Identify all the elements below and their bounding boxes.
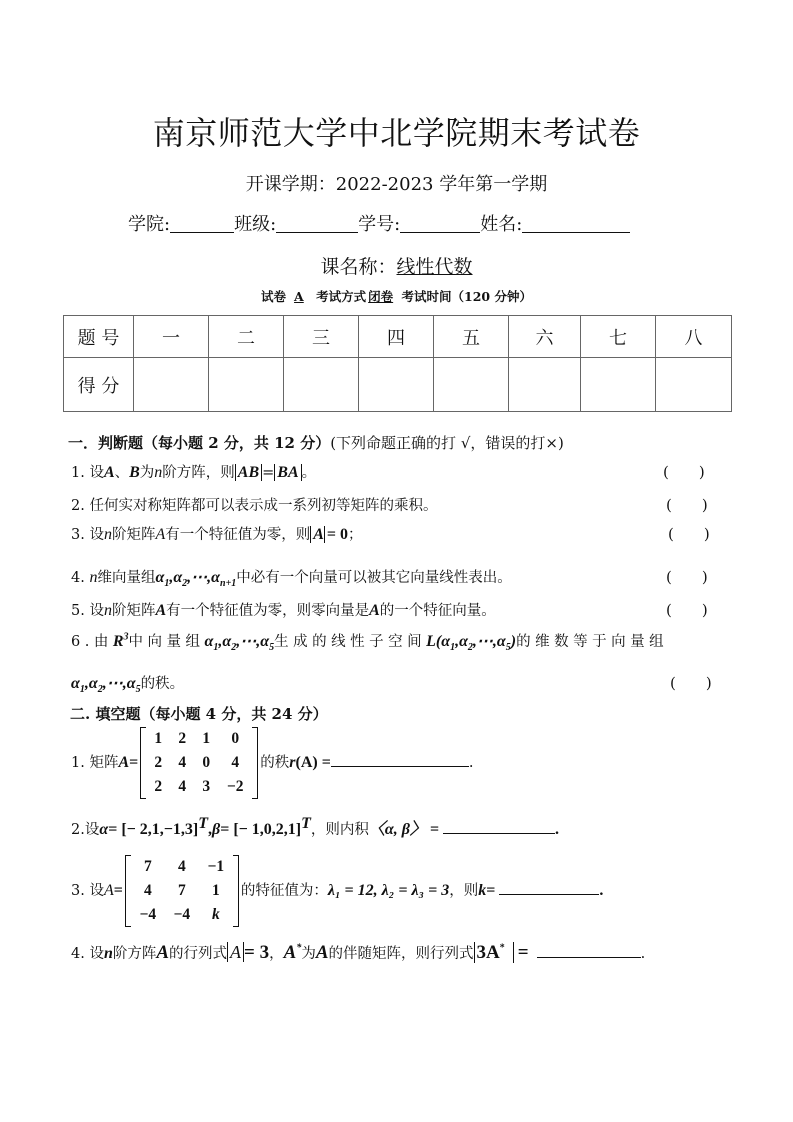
col-1: 一 <box>134 316 209 358</box>
math-det-3A-star: 3A* <box>474 942 514 963</box>
student-id-field[interactable] <box>400 214 480 233</box>
q-text: 有一个特征值为零，则零向量是 <box>166 603 370 619</box>
math-n: n <box>103 945 113 962</box>
q-num: 2. <box>71 498 85 514</box>
time-text: 考试时间（120 分钟） <box>401 289 532 304</box>
score-cell-5[interactable] <box>434 358 509 412</box>
section2-title: 二. 填空题（每小题 4 分，共 24 分） <box>70 705 328 723</box>
score-cell-7[interactable] <box>581 358 656 412</box>
math-beta: β <box>212 820 221 838</box>
col-8: 八 <box>656 316 732 358</box>
question-number-row <box>64 316 732 358</box>
q-text: 的一个特征向量。 <box>379 603 496 619</box>
course-name: 线性代数 <box>396 256 473 278</box>
s2-question-3 <box>71 855 603 927</box>
math-det-BA: BA <box>274 464 301 481</box>
q-text: 设 <box>84 821 100 838</box>
q-text: 由 <box>93 634 113 650</box>
q-text: 为 <box>139 465 155 481</box>
q-num: 3. <box>71 883 85 899</box>
q-text: ，则 <box>449 883 479 899</box>
math-A: A <box>156 942 170 963</box>
s1-question-6 <box>71 630 668 653</box>
q-text: 设 <box>89 883 104 899</box>
math-transpose: T <box>198 815 208 832</box>
col-7: 七 <box>581 316 656 358</box>
q-text: . <box>468 755 474 771</box>
s1-question-3 <box>71 523 363 544</box>
course-line <box>0 252 793 279</box>
q-text: . <box>599 882 604 899</box>
s1-question-5 <box>71 599 496 620</box>
answer-paren-3[interactable]: ( ) <box>668 525 710 543</box>
math-transpose: T <box>301 815 311 832</box>
s2-question-1 <box>71 727 473 799</box>
mode-label: 考试方式 <box>316 289 367 304</box>
math-span-L: $L(\alpha_1,\alpha_2,\cdots,\alpha_5)$ <box>426 633 517 654</box>
s1-question-6-line2 <box>71 672 184 695</box>
math-n: n <box>103 526 112 543</box>
math-det-value: = 3 <box>244 942 270 963</box>
q-text: . <box>640 946 646 962</box>
math-eigenvalues: λ₁ = 12, λ₂ = λ₃ = 3 <box>327 882 450 899</box>
math-eq: = <box>486 882 496 899</box>
exam-title: 南京师范大学中北学院期末考试卷 <box>152 114 641 152</box>
answer-paren-4[interactable]: ( ) <box>666 568 708 586</box>
math-n: n <box>154 464 163 481</box>
s2-question-2: 2.设α= [− 2,1,−1,3]$^T$,β= [− 1,0,2,1]$^T$，则内积〈α, β〉 = . <box>71 815 560 838</box>
math-det-AB: AB <box>235 464 262 481</box>
math-A: A <box>103 464 115 481</box>
math-eq: = <box>262 465 275 481</box>
q-text: 、 <box>114 465 130 481</box>
row-header-question: 题 号 <box>64 316 134 358</box>
math-inner-product: 〈α, β〉 = <box>368 820 440 838</box>
class-field[interactable] <box>276 214 358 233</box>
math-n: n <box>89 569 98 586</box>
college-label: 学院: <box>128 214 171 235</box>
math-eq-zero: = 0 <box>324 526 348 543</box>
exam-meta-line <box>0 287 793 305</box>
math-eq: = <box>129 754 139 771</box>
col-4: 四 <box>359 316 434 358</box>
math-vector-set: $\alpha_1,\alpha_2,\cdots,\alpha_{n+1}$ <box>155 569 237 590</box>
q-text: 维向量组 <box>97 570 156 586</box>
q-num: 5. <box>71 603 85 619</box>
math-rA: (A) = <box>295 754 331 771</box>
course-label: 课名称： <box>320 256 397 278</box>
matrix-A: 7 4 −1 4 7 1 −4 −4 k <box>125 855 239 927</box>
math-R3: $R^3$ <box>112 631 129 650</box>
section1-heading: 一．判断题（每小题 2 分，共 12 分） <box>68 434 331 452</box>
student-id-label: 学号: <box>358 214 401 235</box>
q-text: ， <box>269 946 284 962</box>
q-text: ，则内积 <box>310 821 369 838</box>
q-num: 4. <box>71 570 85 586</box>
score-cell-8[interactable] <box>656 358 732 412</box>
q-text: 设 <box>89 465 104 481</box>
math-beta-value: = [− 1,0,2,1] <box>220 820 302 838</box>
q-text: 的伴随矩阵，则行列式 <box>328 946 474 962</box>
section1-note: (下列命题正确的打 √，错误的打×) <box>330 434 564 452</box>
q-text: 生成的线性子空间 <box>274 634 427 650</box>
q-text: 的特征值为： <box>240 883 328 899</box>
math-A: A <box>155 526 166 543</box>
q-num: 2. <box>71 821 85 838</box>
math-vector-set: $\alpha_1,\alpha_2,\cdots,\alpha_5$ <box>71 675 141 696</box>
s2-question-4 <box>71 942 645 964</box>
name-field[interactable] <box>522 214 630 233</box>
q-text: ； <box>348 527 363 543</box>
math-A-star: A* <box>283 942 302 963</box>
math-alpha-value: = [− 2,1,−1,3] <box>108 820 199 838</box>
math-det-A: A <box>310 526 324 543</box>
math-A: A <box>369 602 380 619</box>
q-num: 3. <box>71 527 85 543</box>
q-num: 1. <box>71 755 85 771</box>
name-label: 姓名: <box>480 214 523 235</box>
math-A: A <box>103 882 114 899</box>
score-table <box>63 315 732 412</box>
q-text: 设 <box>89 527 104 543</box>
answer-paren-2[interactable]: ( ) <box>666 496 708 514</box>
s1-question-1 <box>71 461 316 482</box>
q-num: 1. <box>71 465 85 481</box>
score-cell-1[interactable] <box>134 358 209 412</box>
math-k: k <box>478 882 487 899</box>
q-text: 中必有一个向量可以被其它向量线性表出。 <box>236 570 512 586</box>
q-text: 的行列式 <box>169 946 228 962</box>
q-text: 有一个特征值为零，则 <box>165 527 311 543</box>
math-det-A: A <box>227 942 244 962</box>
score-row <box>64 358 732 412</box>
score-cell-3[interactable] <box>284 358 359 412</box>
q-text: 任何实对称矩阵都可以表示成一系列初等矩阵的乘积。 <box>89 498 438 514</box>
math-A: A <box>315 942 329 963</box>
col-3: 三 <box>284 316 359 358</box>
score-cell-6[interactable] <box>509 358 581 412</box>
col-2: 二 <box>209 316 284 358</box>
q-text: 矩阵 <box>89 755 119 771</box>
row-header-score: 得 分 <box>64 358 134 412</box>
math-vector-set: $\alpha_1,\alpha_2,\cdots,\alpha_5$ <box>204 633 275 654</box>
matrix-A: 1 2 1 0 2 4 0 4 2 4 3 −2 <box>140 727 258 799</box>
math-alpha: α <box>99 820 109 838</box>
score-cell-2[interactable] <box>209 358 284 412</box>
q-text: 为 <box>301 946 316 962</box>
s1-question-2 <box>71 494 437 515</box>
q-text: 中向量组 <box>128 634 205 650</box>
answer-blank-4[interactable] <box>537 943 641 958</box>
q-text: 的秩。 <box>140 676 185 692</box>
q-text: . <box>555 820 560 838</box>
q-text: 的秩 <box>260 755 290 771</box>
q-text: 。 <box>301 465 317 481</box>
q-text: 的维数等于向量组 <box>516 634 669 650</box>
answer-paren-6[interactable]: ( ) <box>670 674 712 692</box>
q-text: 阶方阵，则 <box>162 465 235 481</box>
math-n: n <box>103 602 112 619</box>
math-A: A <box>118 754 130 771</box>
answer-paren-1[interactable]: ( ) <box>663 463 705 481</box>
q-num: 4. <box>71 946 85 962</box>
answer-paren-5[interactable]: ( ) <box>666 601 708 619</box>
college-field[interactable] <box>170 214 234 233</box>
section1-title <box>68 432 564 453</box>
math-A: A <box>155 602 167 619</box>
score-cell-4[interactable] <box>359 358 434 412</box>
class-label: 班级: <box>234 214 277 235</box>
q-text: 阶矩阵 <box>111 527 156 543</box>
answer-blank-3[interactable] <box>499 880 599 895</box>
answer-blank-1[interactable] <box>331 752 469 767</box>
math-eq: = <box>113 882 123 899</box>
math-r: r <box>289 754 296 771</box>
q-text: 设 <box>89 946 104 962</box>
answer-blank-2[interactable] <box>443 819 555 834</box>
term-line: 开课学期：2022-2023 学年第一学期 <box>245 174 548 195</box>
student-info-line <box>128 210 630 236</box>
q-text: 阶矩阵 <box>111 603 156 619</box>
math-eq: = <box>517 942 529 963</box>
paper-value: A <box>294 289 304 304</box>
col-6: 六 <box>509 316 581 358</box>
paper-label: 试卷 <box>261 289 287 304</box>
q-num: 6. <box>71 634 94 650</box>
math-B: B <box>129 464 140 481</box>
col-5: 五 <box>434 316 509 358</box>
q-text: 设 <box>89 603 104 619</box>
q-text: 阶方阵 <box>112 946 157 962</box>
mode-value: 闭卷 <box>368 289 394 304</box>
s1-question-4 <box>71 566 512 589</box>
